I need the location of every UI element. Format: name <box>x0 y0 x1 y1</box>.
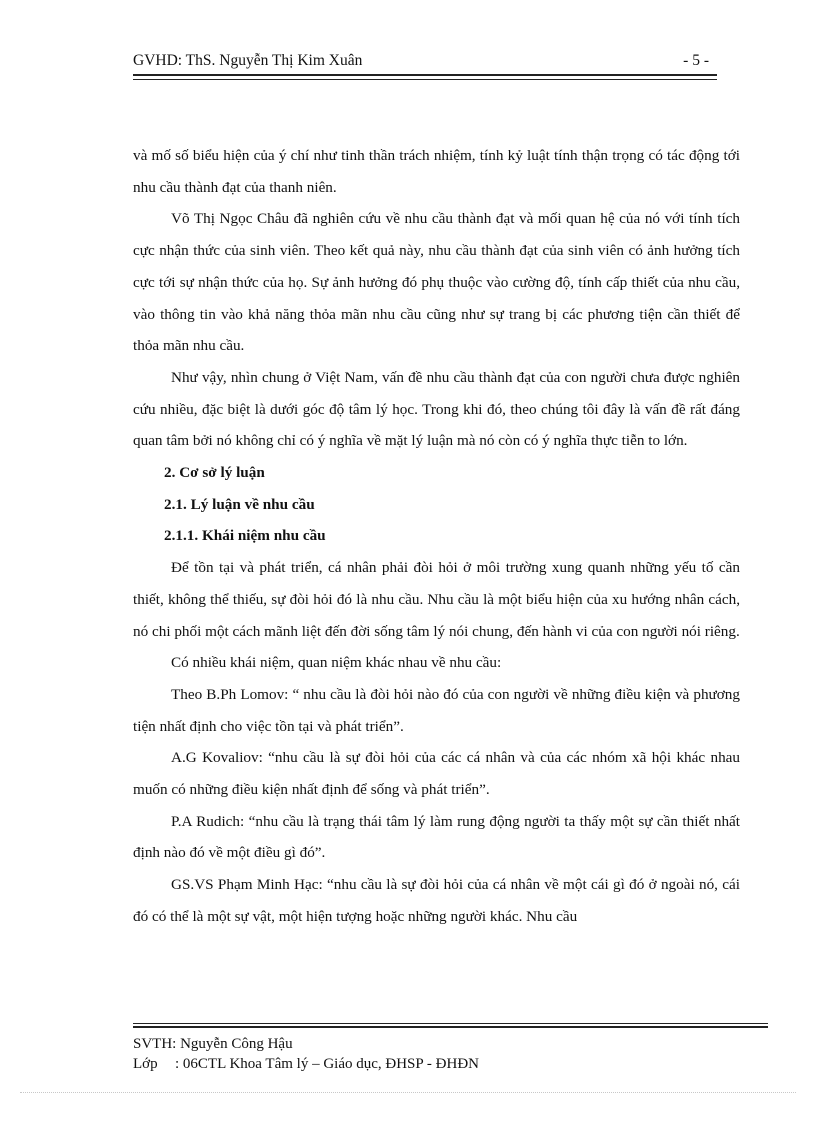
page-header <box>133 52 717 72</box>
paragraph: Có nhiều khái niệm, quan niệm khác nhau về nhu cầu: <box>171 654 502 672</box>
paragraph: và mố số biểu hiện của ý chí như tinh thần trách nhiệm, tính kỷ luật tính thận trọng có tác động tới nhu cầu thành đạt của thanh niên. <box>133 147 740 196</box>
page-footer <box>133 1034 479 1074</box>
page-number: - 5 - <box>683 52 709 69</box>
paragraph: Theo B.Ph Lomov: “ nhu cầu là đòi hỏi nào đó của con người về những điều kiện và phương tiện nhất định cho việc tồn tại và phát triển”. <box>133 685 740 735</box>
instructor-name: GVHD: ThS. Nguyễn Thị Kim Xuân <box>133 52 363 69</box>
section-heading: 2. Cơ sở lý luận <box>164 464 265 482</box>
page-bottom-dotted-line <box>20 1092 796 1093</box>
document-body <box>133 140 740 933</box>
paragraph: Để tồn tại và phát triển, cá nhân phải đòi hỏi ở môi trường xung quanh những yếu tố cần thiết, không thể thiếu, sự đòi hỏi đó là nhu cầu. Nhu cầu là một biểu hiện của xu hướng nhân cách, nó chi phối một cách mãnh liệt đến đời sống tâm lý nói chung, đến hành vi của con người nói riêng. <box>133 559 740 640</box>
class-info <box>133 1054 479 1074</box>
footer-rule-thick <box>133 1026 768 1028</box>
paragraph: Như vậy, nhìn chung ở Việt Nam, vấn đề nhu cầu thành đạt của con người chưa được nghiên cứu nhiều, đặc biệt là dưới góc độ tâm lý học. Trong khi đó, theo chúng tôi đây là vấn đề rất đáng quan tâm bởi nó không chỉ có ý nghĩa về mặt lý luận mà nó còn có ý nghĩa thực tiễn to lớn. <box>133 368 740 450</box>
class-value: : 06CTL Khoa Tâm lý – Giáo dục, ĐHSP - ĐHĐN <box>175 1056 479 1072</box>
header-rule-thin <box>133 79 717 80</box>
subsubsection-heading: 2.1.1. Khái niệm nhu cầu <box>164 527 326 545</box>
paragraph: P.A Rudich: “nhu cầu là trạng thái tâm lý làm rung động người ta thấy một sự cần thiết nhất định nào đó về một điều gì đó”. <box>133 812 740 862</box>
paragraph: Võ Thị Ngọc Châu đã nghiên cứu về nhu cầu thành đạt và mối quan hệ của nó với tính tích cực nhận thức của sinh viên. Theo kết quả này, nhu cầu thành đạt của sinh viên có ảnh hưởng tích cực tới sự nhận thức của họ. Sự ảnh hưởng đó phụ thuộc vào cường độ, tính cấp thiết của nhu cầu, vào thông tin vào khả năng thỏa mãn nhu cầu cũng như sự trang bị các phương tiện cần thiết để thỏa mãn nhu cầu. <box>133 210 740 355</box>
footer-rule-thin <box>133 1023 768 1024</box>
header-rule-thick <box>133 74 717 76</box>
subsection-heading: 2.1. Lý luận về nhu cầu <box>164 495 315 513</box>
paragraph: GS.VS Phạm Minh Hạc: “nhu cầu là sự đòi hỏi của cá nhân về một cái gì đó ở ngoài nó, cái đó có thể là một sự vật, một hiện tượng hoặc những người khác. Nhu cầu <box>133 876 740 925</box>
paragraph: A.G Kovaliov: “nhu cầu là sự đòi hỏi của các cá nhân và của các nhóm xã hội khác nhau muốn có những điều kiện nhất định để sống và phát triển”. <box>133 749 740 799</box>
student-name: SVTH: Nguyễn Công Hậu <box>133 1036 293 1052</box>
class-label: Lớp <box>133 1056 158 1072</box>
